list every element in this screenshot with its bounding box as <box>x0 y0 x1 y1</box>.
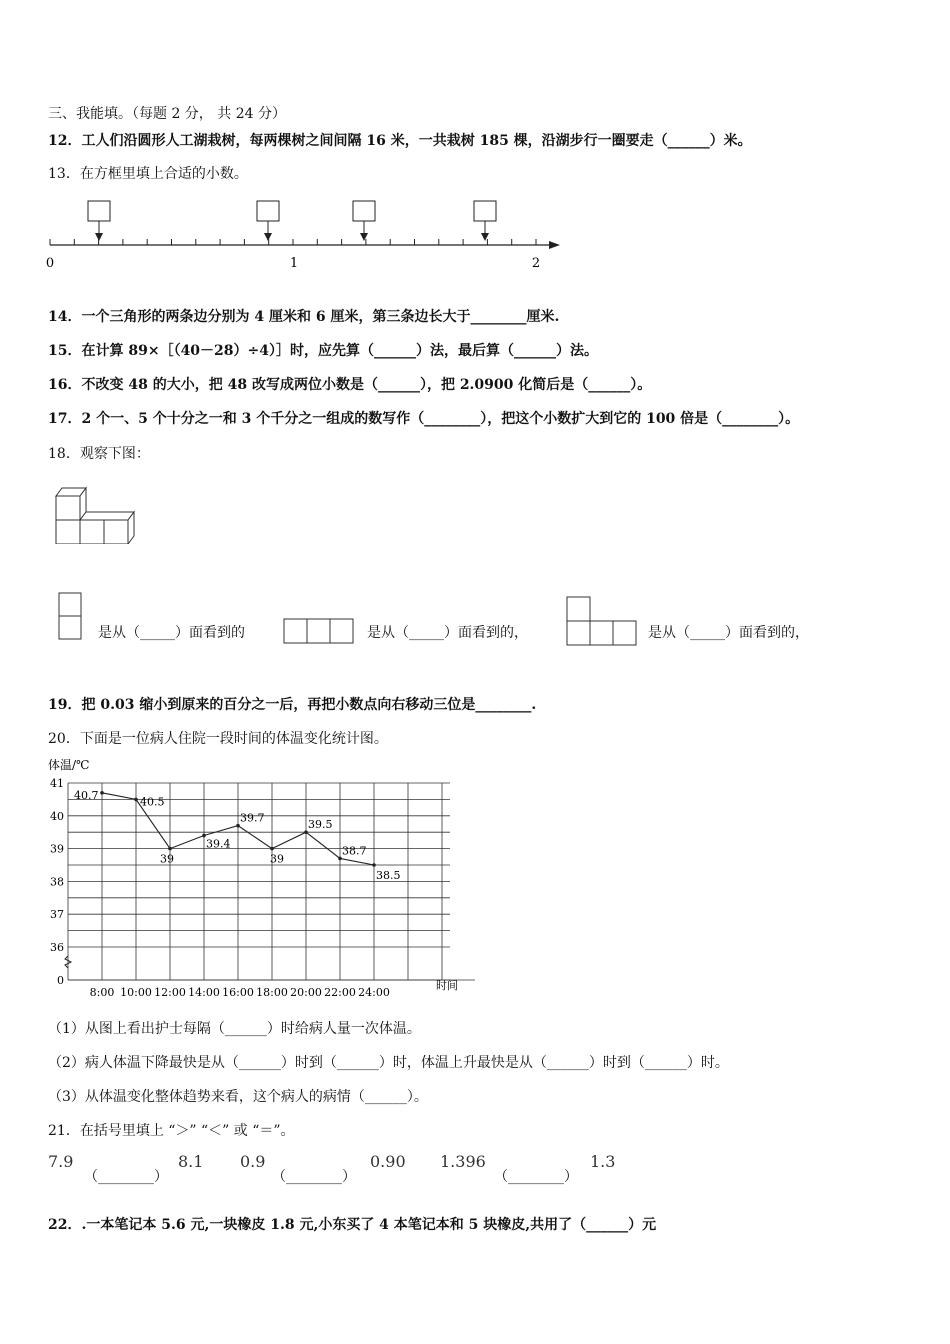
data-label: 39.7 <box>240 811 265 825</box>
data-label: 40.7 <box>74 788 99 802</box>
answer-box[interactable] <box>474 201 496 241</box>
data-label: 39 <box>160 852 174 866</box>
question-14: 14．一个三角形的两条边分别为 4 厘米和 6 厘米，第三条边长大于________厘米. <box>48 309 560 325</box>
answer-box[interactable] <box>353 201 375 241</box>
view-front-stack <box>58 592 84 642</box>
data-label: 39.5 <box>308 818 333 832</box>
question-17: 17．2 个一、5 个十分之一和 3 个千分之一组成的数写作（________），把这个小数扩大到它的 100 倍是（________）。 <box>48 411 800 427</box>
compare-3-right: 1.3 <box>590 1152 616 1171</box>
numberline-label-1: 1 <box>289 256 299 271</box>
x-tick-label: 10:00 <box>120 986 152 999</box>
compare-2-right: 0.90 <box>370 1152 406 1171</box>
x-tick-label: 8:00 <box>89 986 115 999</box>
y-tick-label: 40 <box>50 809 64 823</box>
y-tick-label: 41 <box>50 777 64 790</box>
view-3-label: 是从（_____）面看到的， <box>648 625 809 641</box>
view-2-label: 是从（_____）面看到的， <box>367 625 528 641</box>
answer-box[interactable] <box>257 201 279 241</box>
question-20: 20．下面是一位病人住院一段时间的体温变化统计图。 <box>48 731 388 747</box>
x-tick-label: 20:00 <box>290 986 322 999</box>
x-tick-label: 12:00 <box>154 986 186 999</box>
temperature-chart <box>40 755 480 1005</box>
question-18: 18．观察下图： <box>48 446 150 462</box>
x-tick-label: 18:00 <box>256 986 288 999</box>
data-point <box>372 863 376 867</box>
view-1-label: 是从（_____）面看到的 <box>98 625 245 641</box>
data-point <box>270 847 274 851</box>
numberline-label-0: 0 <box>45 256 55 271</box>
y-tick-label: 38 <box>50 875 64 889</box>
question-15: 15．在计算 89×［（40－28）÷4）］时，应先算（______）法，最后算（______）法。 <box>48 343 599 359</box>
data-point <box>134 798 138 802</box>
compare-2-left: 0.9 <box>240 1152 266 1171</box>
y-tick-label: 37 <box>50 908 64 922</box>
question-13: 13．在方框里填上合适的小数。 <box>48 166 248 182</box>
compare-1-right: 8.1 <box>178 1152 204 1171</box>
y-tick-label: 36 <box>50 941 64 954</box>
compare-1-left: 7.9 <box>48 1152 74 1171</box>
data-label: 39 <box>270 852 284 866</box>
question-19: 19．把 0.03 缩小到原来的百分之一后，再把小数点向右移动三位是________. <box>48 697 537 713</box>
chart-ylabel: 体温/℃ <box>48 758 90 772</box>
compare-3-left: 1.396 <box>440 1152 486 1171</box>
question-22: 22．.一本笔记本 5.6 元,一块橡皮 1.8 元,小东买了 4 本笔记本和 5 块橡皮,共用了（______）元 <box>48 1217 657 1233</box>
data-label: 39.4 <box>206 837 231 851</box>
x-tick-label: 14:00 <box>188 986 220 999</box>
data-point <box>168 847 172 851</box>
compare-2-blank[interactable]: （________） <box>272 1169 356 1185</box>
y-tick-label: 39 <box>50 842 64 856</box>
question-16: 16．不改变 48 的大小，把 48 改写成两位小数是（______），把 2.0900 化简后是（______）。 <box>48 377 652 393</box>
data-point <box>100 791 104 795</box>
x-tick-label: 22:00 <box>324 986 356 999</box>
section-title: 三、我能填。（每题 2 分， 共 24 分） <box>48 106 286 122</box>
chart-xlabel: 时间 <box>436 979 458 992</box>
data-label: 38.7 <box>342 844 367 858</box>
cube-figure <box>50 482 140 544</box>
question-12: 12．工人们沿圆形人工湖栽树，每两棵树之间间隔 16 米，一共栽树 185 棵，沿湖步行一圈要走（______）米。 <box>48 133 752 149</box>
y-tick-label: 0 <box>57 974 64 987</box>
x-tick-label: 24:00 <box>358 986 390 999</box>
number-line <box>40 195 570 275</box>
question-20-1: （1）从图上看出护士每隔（______）时给病人量一次体温。 <box>48 1021 421 1037</box>
numberline-label-2: 2 <box>531 256 541 271</box>
x-tick-label: 16:00 <box>222 986 254 999</box>
compare-3-blank[interactable]: （________） <box>494 1169 578 1185</box>
question-20-3: （3）从体温变化整体趋势来看，这个病人的病情（______）。 <box>48 1089 428 1105</box>
data-label: 40.5 <box>140 795 165 809</box>
question-21: 21．在括号里填上 “＞” “＜” 或 “＝”。 <box>48 1123 295 1139</box>
question-20-2: （2）病人体温下降最快是从（______）时到（______）时，体温上升最快是从（______）时到（______）时。 <box>48 1055 729 1071</box>
view-top-row <box>283 618 357 646</box>
compare-1-blank[interactable]: （________） <box>84 1169 168 1185</box>
data-label: 38.5 <box>376 869 401 882</box>
view-l-shape <box>566 596 640 648</box>
answer-box[interactable] <box>88 201 110 241</box>
